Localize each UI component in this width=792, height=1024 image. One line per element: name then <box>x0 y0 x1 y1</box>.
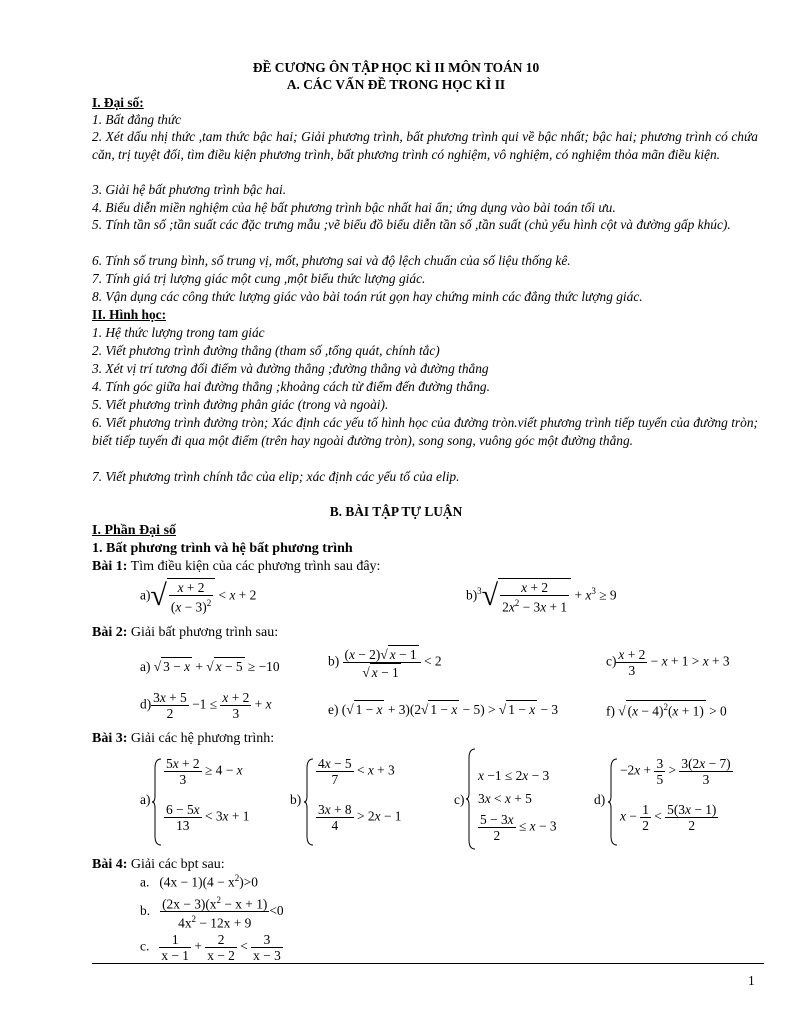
bai-3 <box>92 730 758 748</box>
algebra-item-7: 7. Tính giá trị lượng giác một cung ,một biểu thức lượng giác. <box>92 271 426 286</box>
section-a-title: A. CÁC VẤN ĐỀ TRONG HỌC KÌ II <box>286 77 506 92</box>
bai4-formula-c: c. $\frac{1}{x - 1}$ + $\frac{2}{x - 2}$ < $\frac{3}{x - 3}$ <box>140 932 281 962</box>
bai3-system-c: x −1 ≤ 2x − 3 3x < x + 5 $\frac{5 - 3x}{2}$ ≤ x − 3 <box>466 748 566 852</box>
page-number: 1 <box>748 973 755 988</box>
bai-1-text: Tìm điều kiện của các phương trình sau đây: <box>127 559 381 574</box>
algebra-heading: I. Đại số: <box>92 95 144 110</box>
bai3-system-a: $\frac{5x + 2}{3}$ ≥ 4 − x $\frac{6 - 5x}{13}$ < 3x + 1 <box>152 756 262 846</box>
bai-4-label: Bài 4: <box>92 857 128 872</box>
algebra-item-8: 8. Vận dụng các công thức lượng giác vào bài toán rút gọn hay chứng minh các đẳng thức lượng giác. <box>92 289 643 304</box>
bai3-label-c: c) <box>454 792 465 807</box>
bai2-formula-d: d) $\frac{3x + 5}{2}$ −1 ≤ $\frac{x + 2}{3}$ + x <box>140 690 272 721</box>
bai2-formula-a: a) √ 3 − x + √ x − 5 ≥ −10 <box>140 659 280 674</box>
geometry-item-2: 2. Viết phương trình đường thẳng (tham số ,tổng quát, chính tắc) <box>92 343 440 358</box>
bai4-formula-b: b. $\frac{(2x - 3)(x^2 - x + 1)}{4x^2 - 12x + 9}$ <0 <box>140 895 284 931</box>
brace-icon <box>304 758 314 846</box>
geometry-item-7: 7. Viết phương trình chính tắc của elip; xác định các yếu tố của elip. <box>92 469 460 484</box>
bai3-system-d: −2x + $\frac{3}{5}$ > $\frac{3(2x - 7)}{3}$ x − $\frac{1}{2}$ < $\frac{5(3x - 1)}{2}$ <box>608 756 748 846</box>
geometry-item-5: 5. Viết phương trình đường phân giác (trong và ngoài). <box>92 397 389 412</box>
section-b-title: B. BÀI TẬP TỰ LUẬN <box>329 504 463 519</box>
algebra-item-5: 5. Tính tần số ;tần suất các đặc trưng mẫu ;vẽ biểu đồ biểu diễn tần số ,tần suất (chủ yếu hình cột và đường gấp khúc). <box>92 217 731 232</box>
bai-2-label: Bài 2: <box>92 625 128 640</box>
bai2-formula-c: c) $\frac{x + 2}{3}$ − x + 1 > x + 3 <box>606 647 730 678</box>
bai-1 <box>92 558 758 576</box>
geometry-item-4: 4. Tính góc giữa hai đường thẳng ;khoảng cách từ điểm đến đường thẳng. <box>92 379 490 394</box>
document-title: ĐỀ CƯƠNG ÔN TẬP HỌC KÌ II MÔN TOÁN 10 <box>252 60 540 75</box>
algebra-item-2: 2. Xét dấu nhị thức ,tam thức bậc hai; Giải phương trình, bất phương trình qui về bậc nhất; bậc hai; phương trình có chứa căn, trị tuyệt đối, tìm điều kiện phương trình, bất phương trình có nghiệm, vô nghiệm, có nghiệm thỏa mãn điều kiện. <box>92 129 758 162</box>
bai2-formula-b: b) $\frac{(x - 2)√ x - 1}{√ x - 1}$ < 2 <box>328 647 442 680</box>
geometry-item-3: 3. Xét vị trí tương đối điểm và đường thẳng ;đường thẳng và đường thẳng <box>92 361 489 376</box>
algebra-item-4: 4. Biểu diễn miền nghiệm của hệ bất phương trình bậc nhất hai ẩn; ứng dụng vào bài toán tối ưu. <box>92 200 616 215</box>
bai1-formula-b: b)$^3$√ $\frac{x + 2}{2x^2 - 3x + 1}$ + $x^3 \ge 9$ <box>466 579 617 615</box>
brace-icon <box>152 758 162 846</box>
bai-2 <box>92 624 758 642</box>
bai-1-label: Bài 1: <box>92 559 128 574</box>
bai2-formula-f: f) √ $(x - 4)^2(x + 1) > 0$ <box>606 702 727 719</box>
bai-3-text: Giải các hệ phương trình: <box>127 731 275 746</box>
bai-3-label: Bài 3: <box>92 731 128 746</box>
footer-rule <box>92 963 764 964</box>
algebra-item-6: 6. Tính số trung bình, số trung vị, mốt, phương sai và độ lệch chuẩn của số liệu thống kê. <box>92 253 571 268</box>
sub-heading-inequalities: 1. Bất phương trình và hệ bất phương trình <box>92 541 353 556</box>
bai3-system-b: $\frac{4x - 5}{7}$ < x + 3 $\frac{3x + 8}{4}$ > 2x − 1 <box>304 756 414 846</box>
geometry-item-1: 1. Hệ thức lượng trong tam giác <box>92 325 265 340</box>
algebra-item-1: 1. Bất đẳng thức <box>92 112 182 127</box>
geometry-item-6: 6. Viết phương trình đường tròn; Xác định các yếu tố hình học của đường tròn.viết phương trình tiếp tuyến của đường tròn; biết tiếp tuyến đi qua một điểm (trên hay ngoài đường tròn), song song, vuông góc một đường thẳng. <box>92 415 758 448</box>
bai3-label-d: d) <box>594 792 606 807</box>
geometry-heading: II. Hình học: <box>92 307 167 322</box>
bai2-formula-e: e) (√ 1 − x + 3)(2√ 1 − x − 5) > √ 1 − x − 3 <box>328 702 559 717</box>
algebra-item-3: 3. Giải hệ bất phương trình bậc hai. <box>92 182 287 197</box>
brace-icon <box>466 748 476 850</box>
bai3-label-a: a) <box>140 792 151 807</box>
bai-4 <box>92 856 758 874</box>
bai1-formula-a: a)√ $\frac{x + 2}{(x - 3)^2}$ < x + 2 <box>140 579 257 615</box>
bai-4-text: Giải các bpt sau: <box>127 857 225 872</box>
bai4-formula-a: a. $(4x - 1)(4 - x^2)>0$ <box>140 873 258 890</box>
brace-icon <box>608 758 618 846</box>
bai-2-text: Giải bất phương trình sau: <box>127 625 279 640</box>
bai3-label-b: b) <box>290 792 302 807</box>
part-algebra-heading: I. Phần Đại số <box>92 523 177 538</box>
